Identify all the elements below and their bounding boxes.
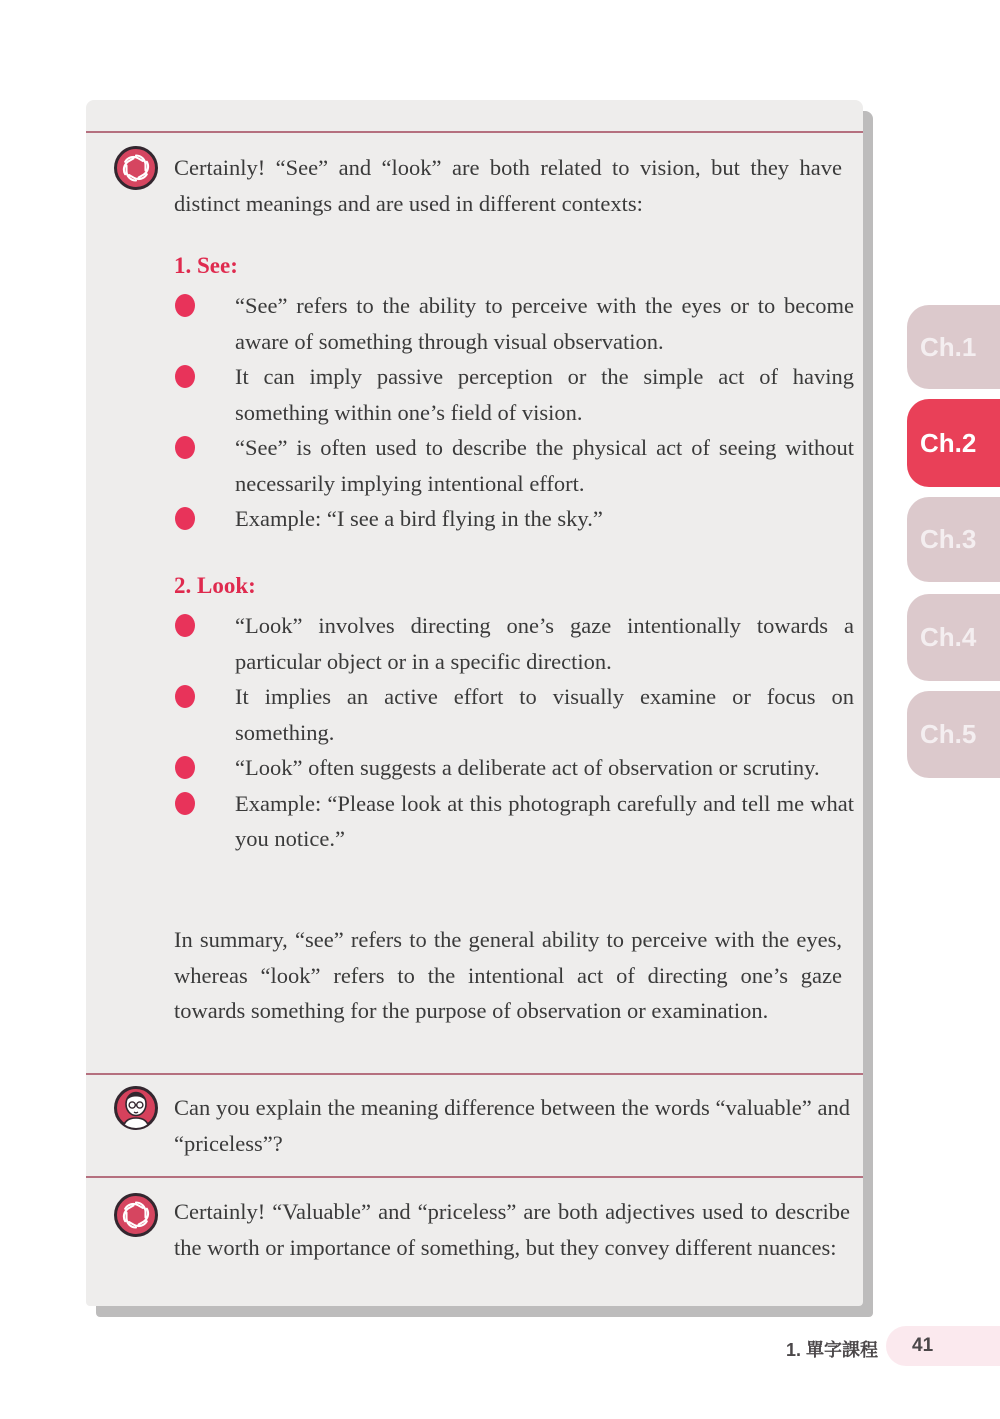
bullet-dot-icon [175,756,195,779]
bullet-text: “See” refers to the ability to perceive with the eyes or to become aware of something through visual observation. [235,293,854,354]
section-title-look: 2. Look: [174,573,256,598]
list-item [174,608,854,679]
chapter-tab-5: Ch.5 [907,691,1000,778]
list-item [174,750,854,786]
assistant-summary-text: In summary, “see” refers to the general ability to perceive with the eyes, whereas “look” refers to the intentional act of directing one’s gaze towards something for the purpose of observation or examination. [174,927,842,1023]
list-item [174,679,854,750]
bullet-dot-icon [175,507,195,530]
conversation-panel [86,100,863,1306]
chatgpt-logo-icon [113,145,159,191]
message-divider [86,1176,863,1178]
list-item [174,359,854,430]
bullet-dot-icon [175,294,195,317]
bullet-text: It implies an active effort to visually examine or focus on something. [235,684,854,745]
footer-chapter-label: 1. 單字課程 [785,1340,878,1360]
see-bullet-list [174,288,854,537]
student-avatar-icon [113,1085,159,1131]
list-item [174,288,854,359]
chatgpt-logo-icon [113,1192,159,1238]
list-item [174,430,854,501]
top-divider [86,131,863,133]
list-item [174,786,854,857]
chapter-tab-2-active: Ch.2 [907,399,1000,487]
chapter-tab-4: Ch.4 [907,594,1000,681]
page-number-badge: 41 [886,1326,1000,1366]
section-title-see: 1. See: [174,253,238,278]
bullet-dot-icon [175,685,195,708]
assistant-reply-2-text: Certainly! “Valuable” and “priceless” are both adjectives used to describe the worth or importance of something, but they convey different nuances: [174,1199,850,1260]
user-question-text: Can you explain the meaning difference between the words “valuable” and “priceless”? [174,1095,850,1156]
chapter-tab-1: Ch.1 [907,305,1000,389]
list-item [174,501,854,537]
bullet-text: “Look” often suggests a deliberate act of observation or scrutiny. [235,755,820,780]
bullet-dot-icon [175,792,195,815]
bullet-dot-icon [175,614,195,637]
bullet-text: It can imply passive perception or the simple act of having something within one’s field of vision. [235,364,854,425]
bullet-text: Example: “I see a bird flying in the sky.” [235,506,603,531]
look-bullet-list [174,608,854,857]
bullet-text: “Look” involves directing one’s gaze intentionally towards a particular object or in a specific direction. [235,613,854,674]
bullet-dot-icon [175,436,195,459]
bullet-dot-icon [175,365,195,388]
bullet-text: Example: “Please look at this photograph carefully and tell me what you notice.” [235,790,854,851]
chapter-tab-3: Ch.3 [907,497,1000,582]
assistant-intro-text: Certainly! “See” and “look” are both related to vision, but they have distinct meanings and are used in different contexts: [174,155,842,216]
bullet-text: “See” is often used to describe the physical act of seeing without necessarily implying intentional effort. [235,435,854,496]
message-divider [86,1073,863,1075]
